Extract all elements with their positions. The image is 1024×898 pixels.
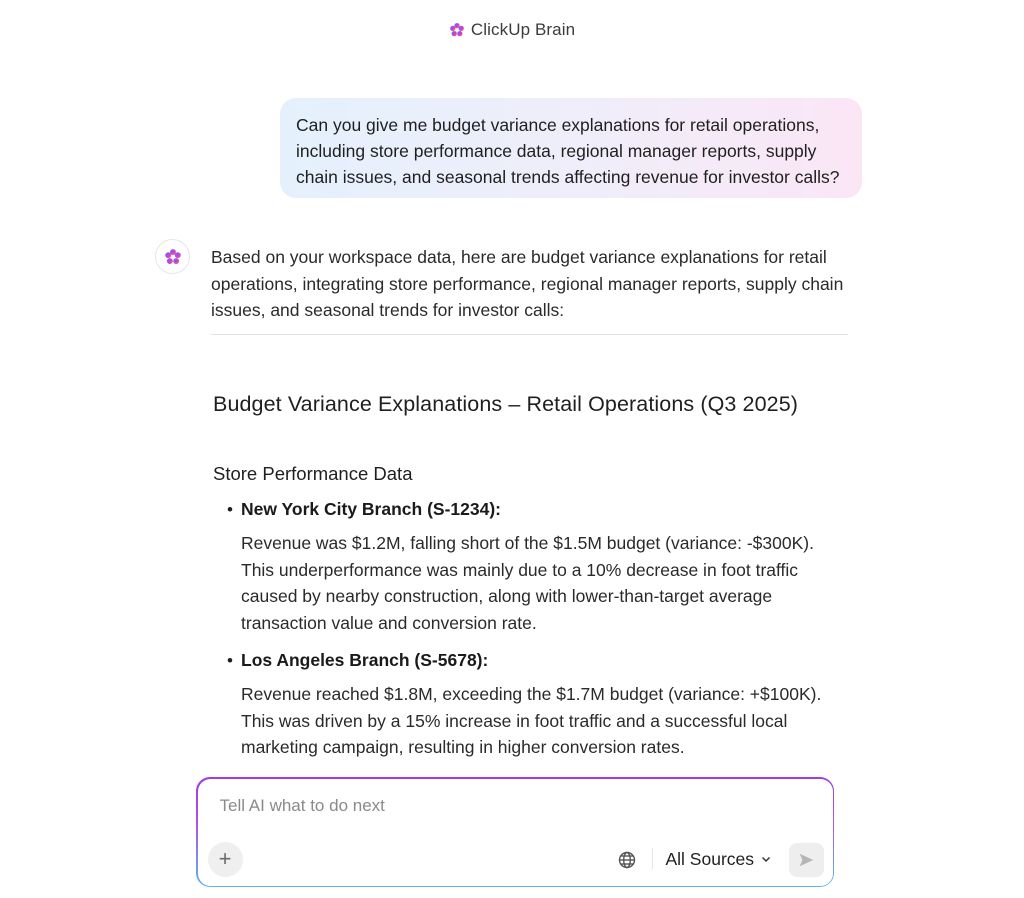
assistant-avatar (155, 239, 190, 274)
app-title: ClickUp Brain (470, 20, 576, 39)
list-item-body: Revenue was $1.2M, falling short of the $1.5M budget (variance: -$300K). This underperformance was mainly due to a 10% decrease in foot traffic caused by nearby construction, along with lower-than-target average transaction value and conversion rate. (241, 533, 814, 633)
list-item-title: New York City Branch (S-1234): (241, 499, 501, 519)
send-button[interactable] (789, 843, 824, 877)
composer-inner (198, 779, 833, 886)
sources-dropdown-label: All Sources (665, 848, 755, 869)
list-item-body: Revenue reached $1.8M, exceeding the $1.7M budget (variance: +$100K). This was driven by a 15% increase in foot traffic and a successful local marketing campaign, resulting in higher conversion rates. (241, 684, 822, 757)
add-attachment-button[interactable] (208, 842, 243, 877)
section-title: Store Performance Data (213, 463, 413, 484)
bullet-marker: • (227, 500, 233, 519)
send-icon (797, 851, 815, 869)
assistant-intro-text: Based on your workspace data, here are budget variance explanations for retail operations, integrating store performance, regional manager reports, supply chain issues, and seasonal trends for investor calls: (211, 247, 844, 320)
clickup-brain-logo-icon (449, 22, 465, 38)
chevron-down-icon (760, 853, 772, 865)
bullet-marker: • (227, 651, 233, 670)
list-item-title: Los Angeles Branch (S-5678): (241, 650, 489, 670)
user-message-bubble (280, 98, 862, 198)
clickup-brain-logo-icon (164, 248, 182, 266)
user-message-text: Can you give me budget variance explanations for retail operations, including store performance data, regional manager reports, supply chain issues, and seasonal trends affecting revenue for investor calls? (296, 115, 840, 187)
composer (196, 777, 834, 887)
response-heading: Budget Variance Explanations – Retail Operations (Q3 2025) (213, 392, 799, 416)
list-item (213, 498, 833, 636)
assistant-response-content[interactable] (213, 390, 833, 758)
sources-dropdown[interactable] (666, 849, 773, 870)
prompt-input[interactable] (220, 796, 780, 816)
plus-icon: + (218, 846, 232, 871)
app-header (0, 18, 1024, 42)
list-item (213, 649, 833, 758)
globe-icon[interactable] (617, 850, 637, 870)
toolbar-separator (652, 848, 653, 870)
divider (211, 334, 848, 335)
